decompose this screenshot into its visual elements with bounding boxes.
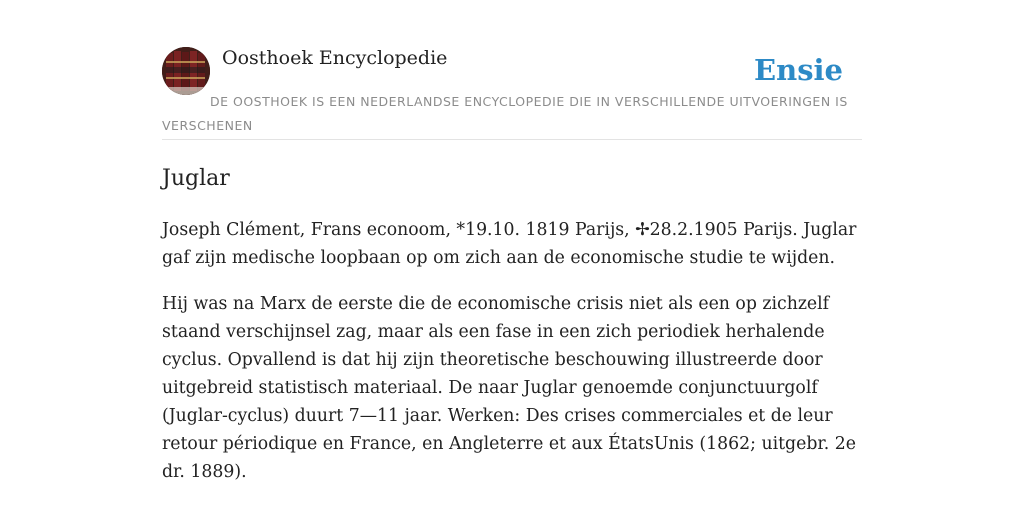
article-paragraph: Hij was na Marx de eerste die de economische crisis niet als een op zichzelf staand verschijnsel zag, maar als een fase in een zich periodiek herhalende cyclus. Opvallend is dat hij zijn theoretische beschouwing illustreerde door uitgebreid statistisch materiaal. De naar Juglar genoemde conjunctuurgolf (Juglar-cyclus) duurt 7—11 jaar. Werken: Des crises commerciales et de leur retour périodique en France, en Angleterre et aux ÉtatsUnis (1862; uitgebr. 2e dr. 1889). bbox=[162, 294, 856, 482]
brand-logo[interactable]: Ensie bbox=[754, 53, 843, 87]
site-title[interactable]: Oosthoek Encyclopedie bbox=[222, 47, 448, 69]
book-spines-avatar-icon[interactable] bbox=[162, 47, 210, 95]
article-title: Juglar bbox=[162, 166, 230, 191]
site-tagline: DE OOSTHOEK IS EEN NEDERLANDSE ENCYCLOPEDIE DIE IN VERSCHILLENDE UITVOERINGEN IS VERSCHENEN bbox=[162, 94, 848, 133]
site-header bbox=[162, 0, 862, 140]
article-paragraph: Joseph Clément, Frans econoom, *19.10. 1819 Parijs, ✢28.2.1905 Parijs. Juglar gaf zijn medische loopbaan op om zich aan de economische studie te wijden. bbox=[162, 220, 857, 268]
article-body bbox=[162, 216, 862, 504]
page-container bbox=[162, 0, 862, 482]
